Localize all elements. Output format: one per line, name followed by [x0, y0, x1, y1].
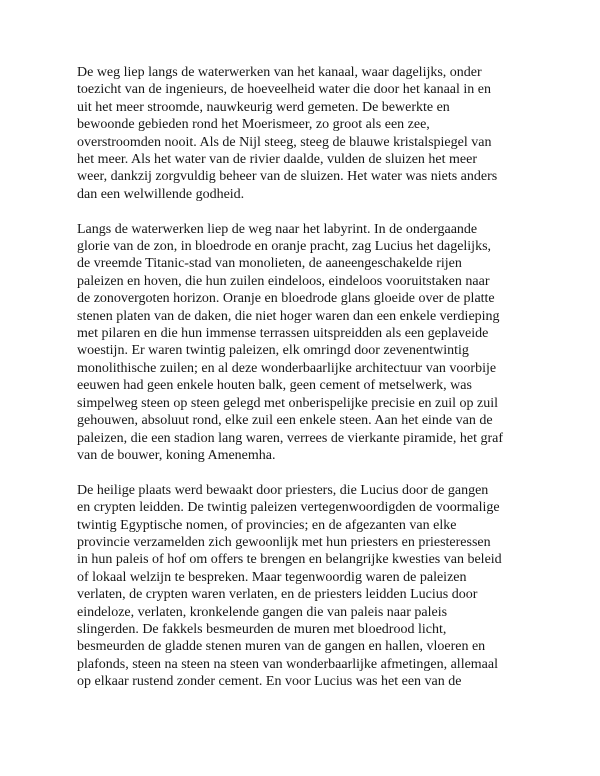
paragraph-1	[77, 64, 537, 203]
text-line: plafonds, steen na steen na steen van wonderbaarlijke afmetingen, allemaal	[77, 656, 498, 672]
text-line: woestijn. Er waren twintig paleizen, elk omringd door zevenentwintig	[77, 343, 469, 359]
text-line: weer, dankzij zorgvuldig beheer van de sluizen. Het water was niets anders	[77, 169, 498, 185]
paragraph-3	[77, 482, 537, 691]
text-line: de zonovergoten horizon. Oranje en bloedrode glans gloeide over de platte	[77, 291, 495, 307]
text-line: de vreemde Titanic-stad van monolieten, de aaneengeschakelde rijen	[77, 256, 462, 272]
text-line: op elkaar rustend zonder cement. En voor Lucius was het een van de	[77, 674, 462, 690]
text-line: en crypten leidden. De twintig paleizen vertegenwoordigden de voormalige	[77, 500, 500, 516]
text-line: simpelweg steen op steen gelegd met onberispelijke precisie en zuil op zuil	[77, 395, 499, 411]
text-line: monolithische zuilen; en al deze wonderbaarlijke architectuur van voorbije	[77, 360, 497, 376]
text-line: gehouwen, absoluut rond, elke zuil een enkele steen. Aan het einde van de	[77, 413, 493, 429]
text-line: eeuwen had geen enkele houten balk, geen cement of metselwerk, was	[77, 378, 472, 394]
text-line: provincie verzamelden zich gewoonlijk met hun priesters en priesteressen	[77, 534, 491, 550]
text-line: met pilaren en die hun immense terrassen uitspreidden als een geplaveide	[77, 326, 489, 342]
text-line: overstroomden nooit. Als de Nijl steeg, steeg de blauwe kristalspiegel van	[77, 134, 492, 150]
text-line: eindeloze, verlaten, kronkelende gangen die van paleis naar paleis	[77, 604, 448, 620]
text-line: paleizen en hoven, die hun zuilen eindeloos, eindeloos vooruitstaken naar	[77, 273, 490, 289]
text-line: besmeurden de gladde stenen muren van de gangen en hallen, vloeren en	[77, 639, 486, 655]
text-line: van de bouwer, koning Amenemha.	[77, 447, 276, 463]
text-line: twintig Egyptische nomen, of provincies; en de afgezanten van elke	[77, 517, 457, 533]
text-line: glorie van de zon, in bloedrode en oranje pracht, zag Lucius het dagelijks,	[77, 239, 492, 255]
text-line: De weg liep langs de waterwerken van het kanaal, waar dagelijks, onder	[77, 65, 482, 80]
body-text	[77, 64, 537, 708]
text-line: slingerden. De fakkels besmeurden de muren met bloedrood licht,	[77, 621, 447, 637]
text-line: bewoonde gebieden rond het Moerismeer, zo groot als een zee,	[77, 117, 430, 133]
text-line: verlaten, de crypten waren verlaten, en de priesters leidden Lucius door	[77, 587, 478, 603]
text-line: stenen platen van de daken, die niet hoger waren dan een enkele verdieping	[77, 308, 500, 324]
text-line: in hun paleis of hof om offers te brengen en belangrijke kwesties van beleid	[77, 552, 502, 568]
text-line: het meer. Als het water van de rivier daalde, vulden de sluizen het meer	[77, 152, 478, 168]
text-line: dan een welwillende godheid.	[77, 186, 245, 202]
text-line: paleizen, die een stadion lang waren, verrees de vierkante piramide, het graf	[77, 430, 504, 446]
text-line: toezicht van de ingenieurs, de hoeveelheid water die door het kanaal in en	[77, 82, 491, 98]
text-line: Langs de waterwerken liep de weg naar het labyrint. In de ondergaande	[77, 221, 478, 237]
paragraph-2	[77, 221, 537, 465]
text-line: De heilige plaats werd bewaakt door priesters, die Lucius door de gangen	[77, 482, 489, 498]
text-line: of lokaal welzijn te bespreken. Maar tegenwoordig waren de paleizen	[77, 569, 467, 585]
text-line: uit het meer stroomde, nauwkeurig werd gemeten. De bewerkte en	[77, 99, 450, 115]
